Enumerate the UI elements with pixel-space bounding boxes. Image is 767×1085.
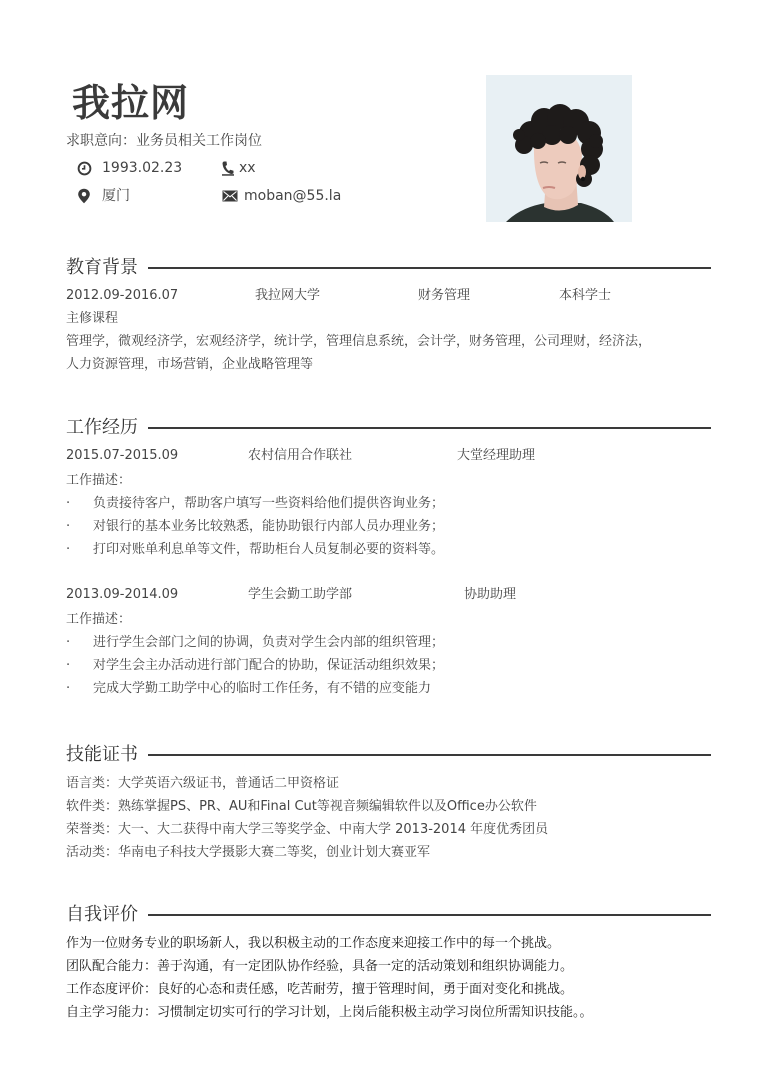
candidate-name: 我拉网: [72, 81, 190, 125]
bullet-dot: ·: [66, 681, 71, 696]
job-company: 学生会勤工助学部: [248, 587, 353, 602]
edu-period: 2012.09-2016.07: [66, 288, 179, 303]
job-intent: 求职意向：业务员相关工作岗位: [66, 133, 262, 149]
job-bullet: 完成大学勤工助学中心的临时工作任务，有不错的应变能力: [93, 681, 432, 696]
section-header-skills: [66, 742, 711, 768]
job-desc-label: 工作描述：: [66, 473, 132, 488]
skill-item: 活动类：华南电子科技大学摄影大赛二等奖，创业计划大赛亚军: [66, 845, 431, 860]
skill-item: 软件类：熟练掌握PS、PR、AU和Final Cut等视音频编辑软件以及Office办公软件: [66, 799, 537, 814]
job-position: 协助助理: [464, 587, 517, 602]
section-divider: [148, 754, 711, 756]
job-period: 2013.09-2014.09: [66, 587, 179, 602]
birthdate-row: [76, 158, 182, 178]
birthdate: 1993.02.23: [102, 160, 183, 176]
bullet-dot: ·: [66, 519, 71, 534]
bullet-dot: ·: [66, 496, 71, 511]
section-title: 技能证书: [66, 744, 138, 765]
job-desc-label: 工作描述：: [66, 612, 132, 627]
section-title: 工作经历: [66, 417, 138, 438]
map-pin-icon: [76, 188, 92, 204]
job-bullet: 对银行的基本业务比较熟悉，能协助银行内部人员办理业务；: [93, 519, 445, 534]
section-header-education: [66, 255, 711, 281]
self-eval-item: 工作态度评价：良好的心态和责任感，吃苦耐劳，擅于管理时间，勇于面对变化和挑战。: [66, 982, 574, 997]
edu-major: 财务管理: [418, 288, 471, 303]
courses-line-1: 管理学，微观经济学，宏观经济学，统计学，管理信息系统，会计学，财务管理，公司理财，经济法，: [66, 334, 652, 349]
location: 厦门: [102, 188, 130, 204]
phone-icon: [220, 160, 236, 176]
section-title: 自我评价: [66, 904, 138, 925]
clock-icon: [76, 160, 92, 176]
job-period: 2015.07-2015.09: [66, 448, 179, 463]
section-title: 教育背景: [66, 257, 138, 278]
section-divider: [148, 267, 711, 269]
section-divider: [148, 427, 711, 429]
self-eval-item: 团队配合能力：善于沟通，有一定团队协作经验，具备一定的活动策划和组织协调能力。: [66, 959, 574, 974]
location-row: [76, 186, 130, 206]
courses-label: 主修课程: [66, 311, 119, 326]
edu-school: 我拉网大学: [255, 288, 321, 303]
job-bullet: 进行学生会部门之间的协调，负责对学生会内部的组织管理；: [93, 635, 445, 650]
phone: xx: [239, 160, 256, 176]
job-company: 农村信用合作联社: [248, 448, 353, 463]
job-position: 大堂经理助理: [457, 448, 536, 463]
section-divider: [148, 914, 711, 916]
email-row: [222, 186, 341, 206]
self-eval-item: 自主学习能力：习惯制定切实可行的学习计划，上岗后能积极主动学习岗位所需知识技能。。: [66, 1005, 593, 1020]
courses-line-2: 人力资源管理，市场营销，企业战略管理等: [66, 357, 314, 372]
job-bullet: 负责接待客户，帮助客户填写一些资料给他们提供咨询业务；: [93, 496, 445, 511]
phone-row: [220, 158, 256, 178]
skill-item: 荣誉类：大一、大二获得中南大学三等奖学金、中南大学 2013-2014 年度优秀团员: [66, 822, 549, 837]
edu-degree: 本科学士: [559, 288, 612, 303]
profile-photo: [486, 75, 632, 222]
section-header-work: [66, 415, 711, 441]
skill-item: 语言类：大学英语六级证书，普通话二甲资格证: [66, 776, 340, 791]
bullet-dot: ·: [66, 542, 71, 557]
bullet-dot: ·: [66, 635, 71, 650]
job-bullet: 打印对账单利息单等文件，帮助柜台人员复制必要的资料等。: [93, 542, 445, 557]
email: moban@55.la: [244, 188, 342, 204]
job-bullet: 对学生会主办活动进行部门配合的协助，保证活动组织效果；: [93, 658, 445, 673]
section-header-self-eval: [66, 902, 711, 928]
self-eval-item: 作为一位财务专业的职场新人，我以积极主动的工作态度来迎接工作中的每一个挑战。: [66, 936, 561, 951]
bullet-dot: ·: [66, 658, 71, 673]
envelope-icon: [222, 188, 238, 204]
